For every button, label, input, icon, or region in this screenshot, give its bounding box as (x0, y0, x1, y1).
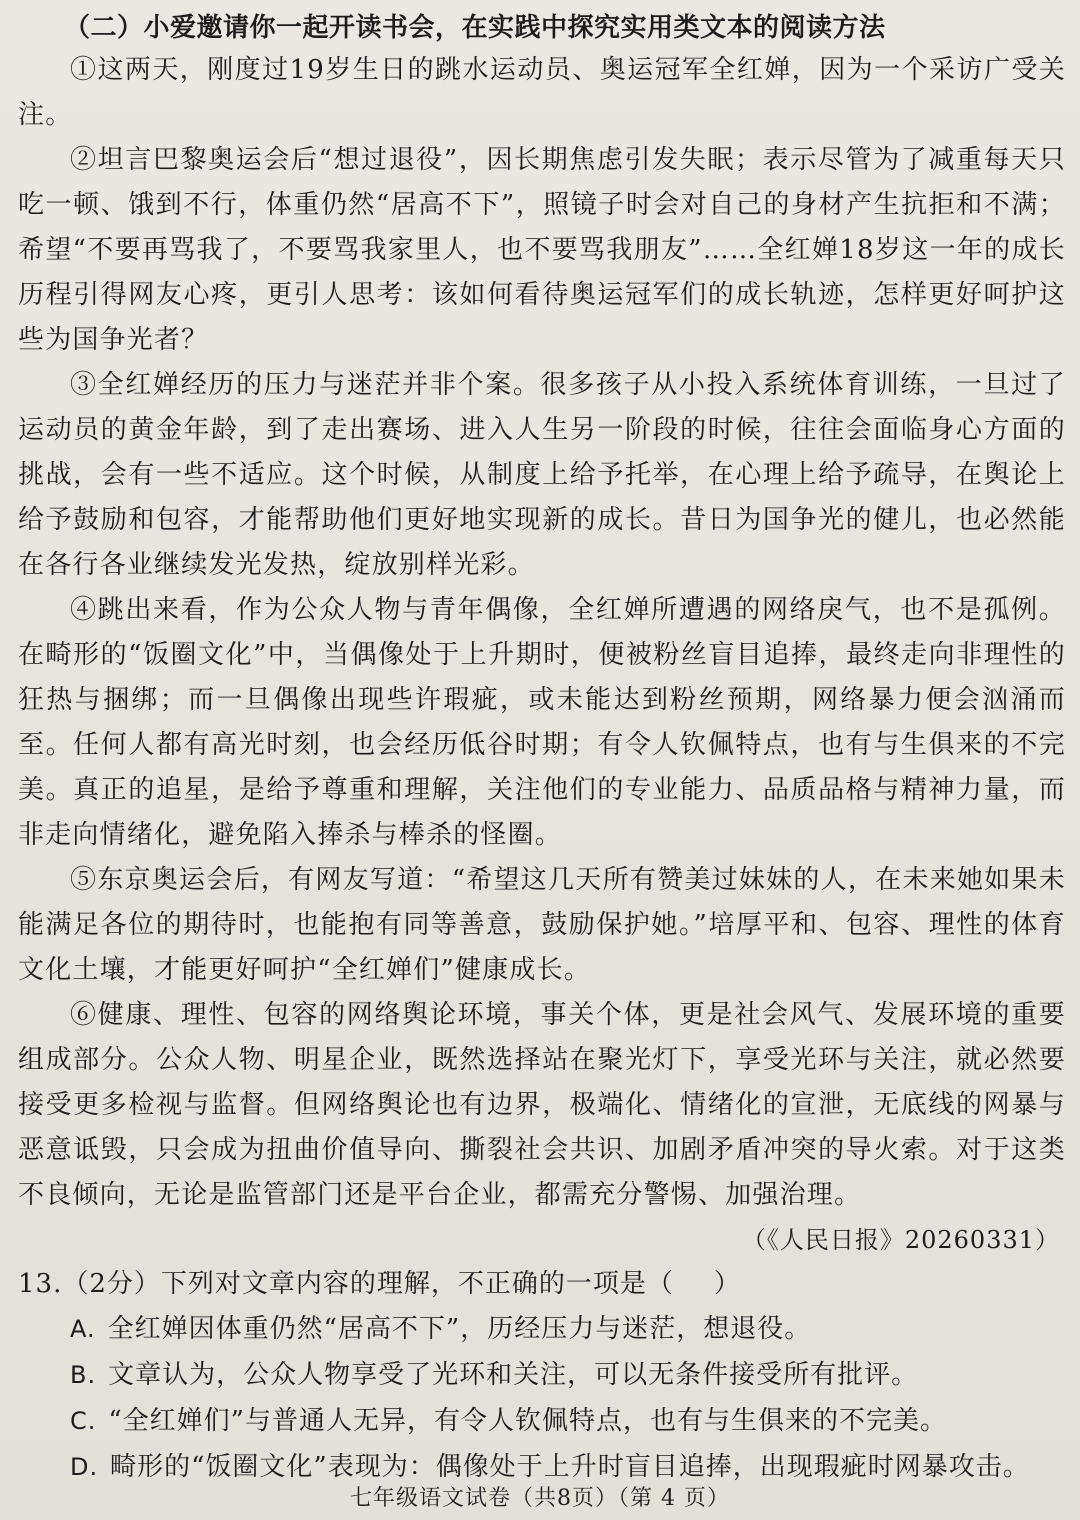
option-text: “全红婵们”与普通人无异，有令人钦佩特点，也有与生俱来的不完美。 (108, 1406, 947, 1436)
option-letter: A. (70, 1315, 96, 1343)
option-text: 畸形的“饭圈文化”表现为：偶像处于上升时盲目追捧，出现瑕疵时网暴攻击。 (110, 1452, 1030, 1482)
option-a (70, 1306, 1066, 1352)
article-source: （《人民日报》20260331） (741, 1226, 1060, 1254)
section-title: （二）小爱邀请你一起开读书会，在实践中探究实用类文本的阅读方法 (64, 13, 886, 43)
option-letter: C. (70, 1407, 97, 1435)
question-stem-text: 13.（2分）下列对文章内容的理解，不正确的一项是（ (18, 1269, 674, 1299)
paragraph-2: ②坦言巴黎奥运会后“想过退役”，因长期焦虑引发失眠；表示尽管为了减重每天只吃一顿、饿到不行，体重仍然“居高不下”，照镜子时会对自己的身材产生抗拒和不满；希望“不要再骂我了，不要骂我家里人，也不要骂我朋友”……全红婵18岁这一年的成长历程引得网友心疼，更引人思考：该如何看待奥运冠军们的成长轨迹，怎样更好呵护这些为国争光者？ (18, 145, 1066, 355)
option-letter: B. (70, 1361, 97, 1389)
option-letter: D. (70, 1453, 99, 1481)
question-stem-close: ） (713, 1269, 741, 1299)
paragraph-1: ①这两天，刚度过19岁生日的跳水运动员、奥运冠军全红婵，因为一个采访广受关注。 (18, 55, 1066, 130)
option-b (70, 1352, 1066, 1398)
paragraph-6: ⑥健康、理性、包容的网络舆论环境，事关个体，更是社会风气、发展环境的重要组成部分。公众人物、明星企业，既然选择站在聚光灯下，享受光环与关注，就必然要接受更多检视与监督。但网络舆论也有边界，极端化、情绪化的宣泄，无底线的网暴与恶意诋毁，只会成为扭曲价值导向、撕裂社会共识、加剧矛盾冲突的导火索。对于这类不良倾向，无论是监管部门还是平台企业，都需充分警惕、加强治理。 (18, 1000, 1066, 1210)
option-c (70, 1398, 1066, 1444)
paragraph-4: ④跳出来看，作为公众人物与青年偶像，全红婵所遭遇的网络戾气，也不是孤例。在畸形的“饭圈文化”中，当偶像处于上升期时，便被粉丝盲目追捧，最终走向非理性的狂热与捆绑；而一旦偶像出现些许瑕疵，或未能达到粉丝预期，网络暴力便会汹涌而至。任何人都有高光时刻，也会经历低谷时期；有令人钦佩特点，也有与生俱来的不完美。真正的追星，是给予尊重和理解，关注他们的专业能力、品质品格与精神力量，而非走向情绪化，避免陷入捧杀与棒杀的怪圈。 (18, 595, 1066, 850)
paragraph-5: ⑤东京奥运会后，有网友写道：“希望这几天所有赞美过妹妹的人，在未来她如果未能满足各位的期待时，也能抱有同等善意，鼓励保护她。”培厚平和、包容、理性的体育文化土壤，才能更好呵护“全红婵们”健康成长。 (18, 865, 1066, 985)
question-13-stem (18, 1262, 1066, 1306)
option-text: 全红婵因体重仍然“居高不下”，历经压力与迷茫，想退役。 (107, 1314, 812, 1344)
option-text: 文章认为，公众人物享受了光环和关注，可以无条件接受所有批评。 (108, 1360, 919, 1390)
paragraph-3: ③全红婵经历的压力与迷茫并非个案。很多孩子从小投入系统体育训练，一旦过了运动员的黄金年龄，到了走出赛场、进入人生另一阶段的时候，往往会面临身心方面的挑战，会有一些不适应。这个时候，从制度上给予托举，在心理上给予疏导，在舆论上给予鼓励和包容，才能帮助他们更好地实现新的成长。昔日为国争光的健儿，也必然能在各行各业继续发光发热，绽放别样光彩。 (18, 370, 1066, 580)
page-footer: 七年级语文试卷（共8页）（第 4 页） (350, 1486, 730, 1511)
